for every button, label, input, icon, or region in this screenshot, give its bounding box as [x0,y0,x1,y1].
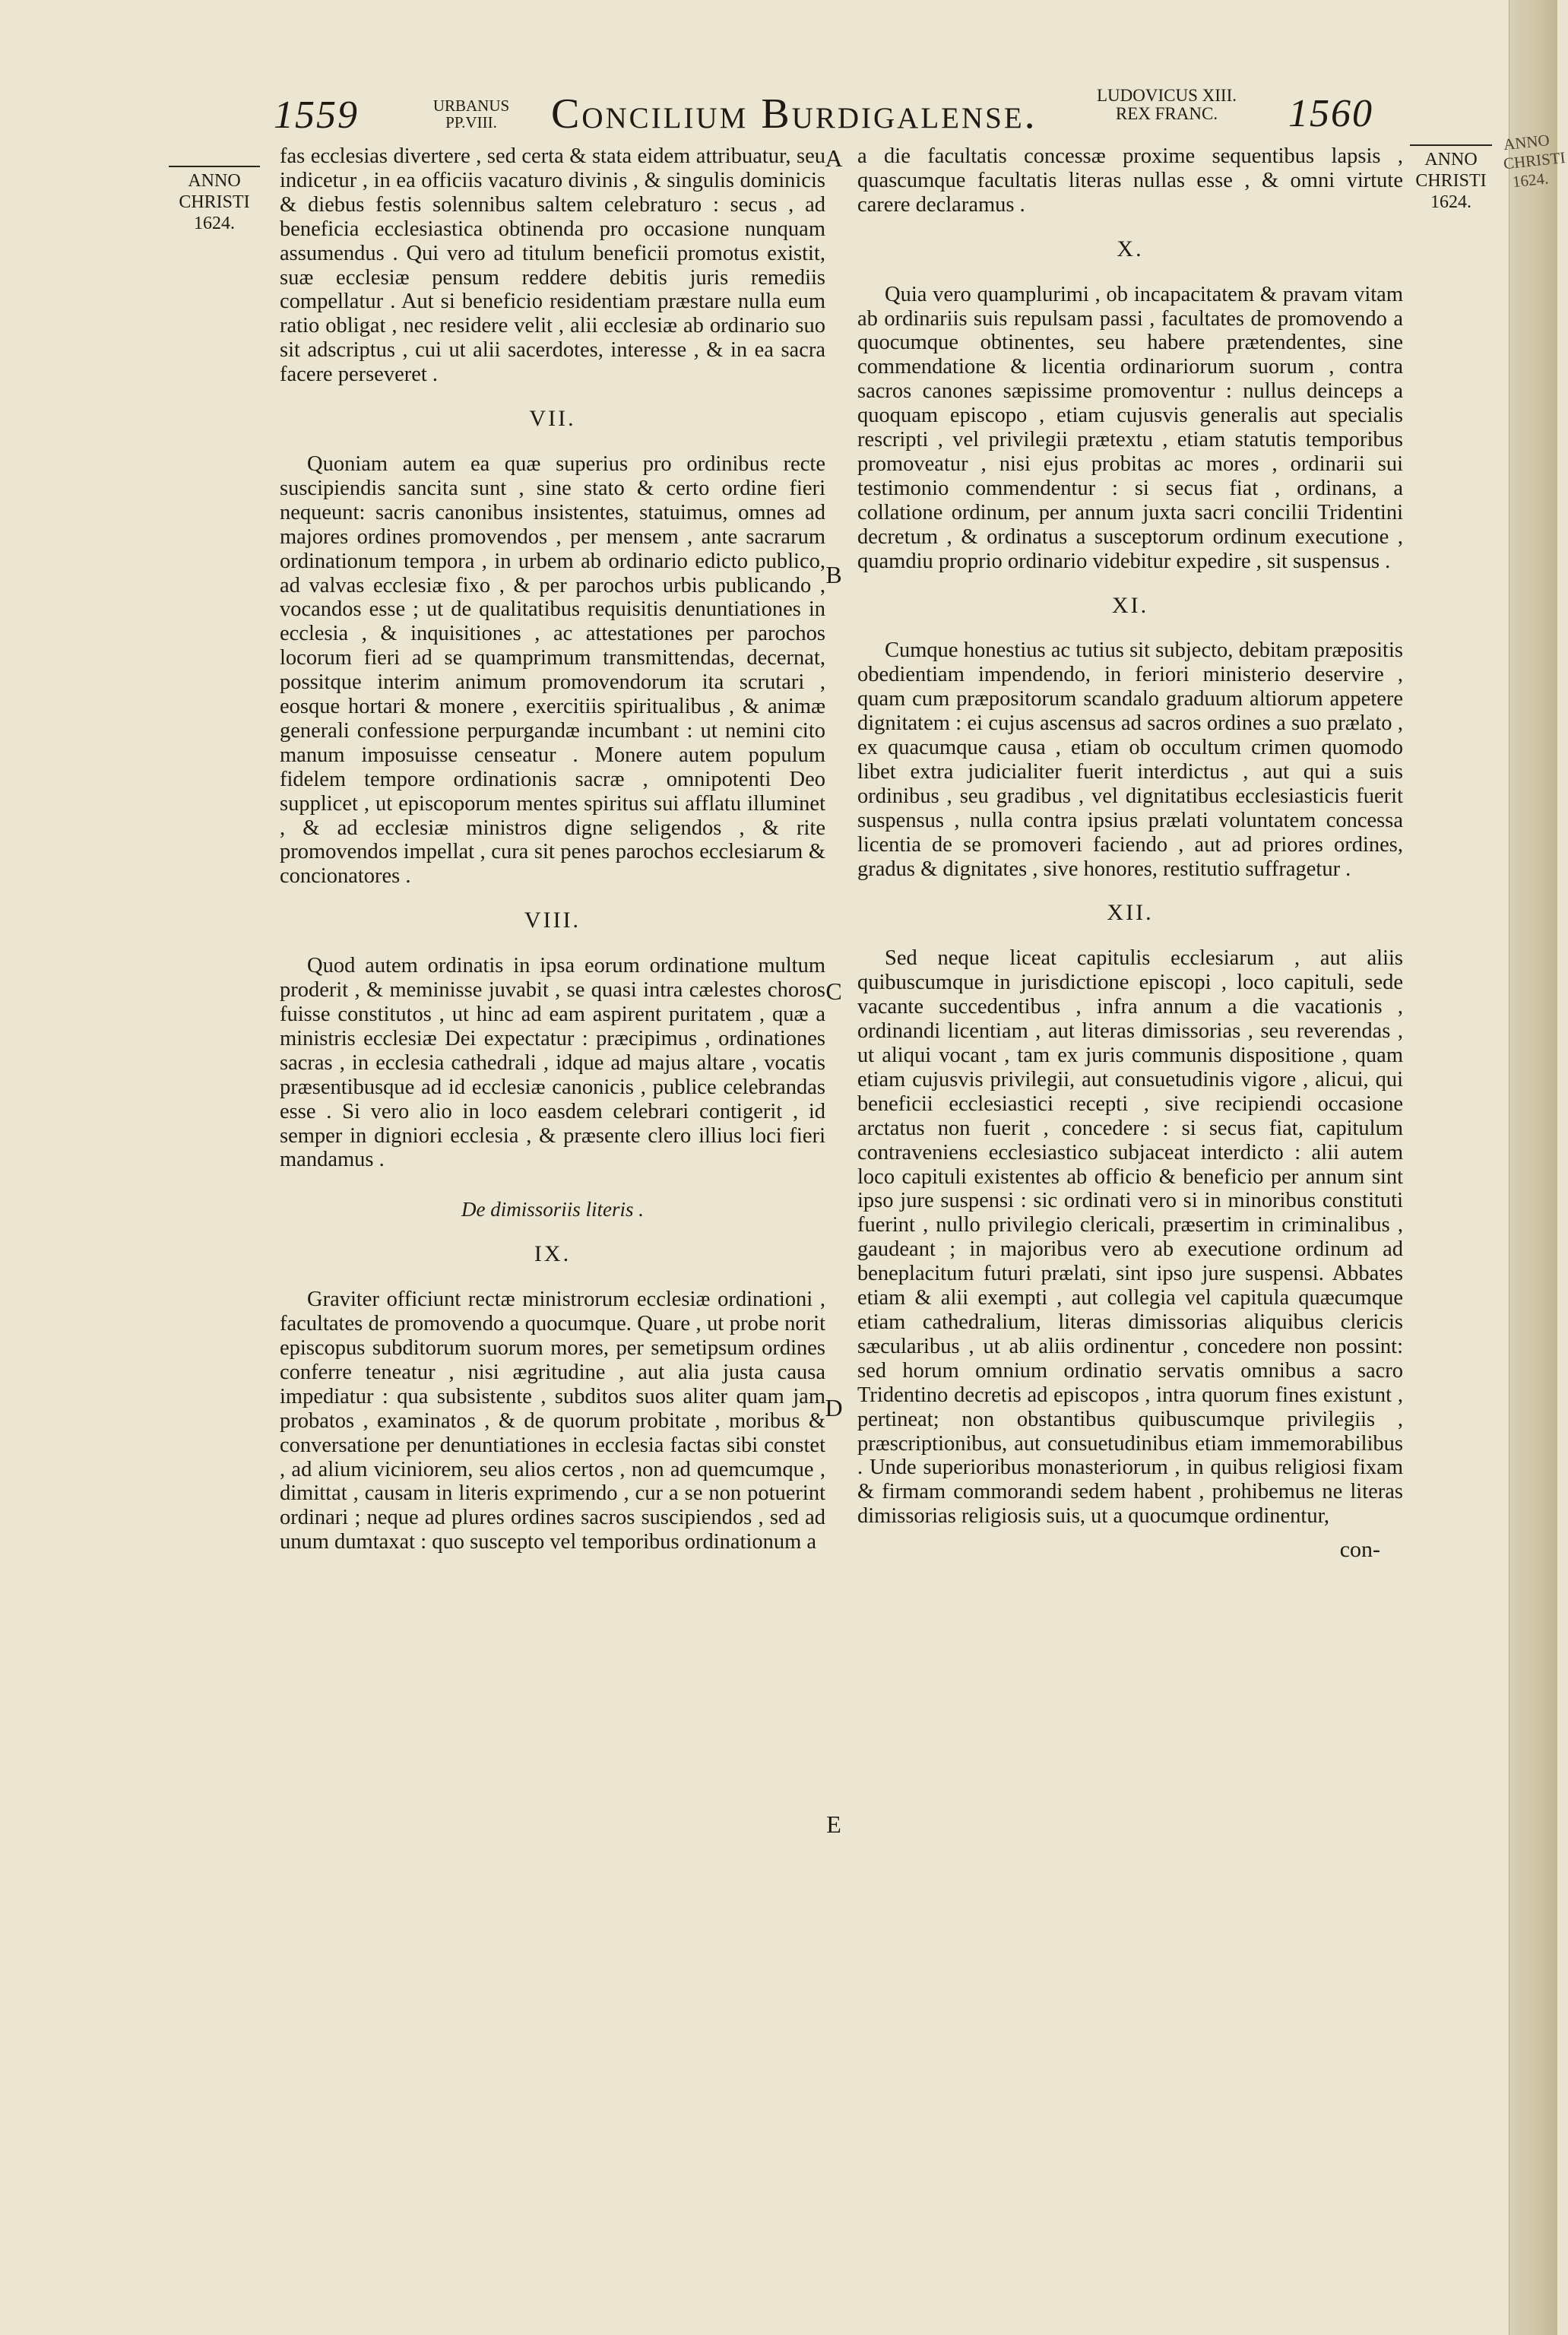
margin-year-left [169,166,260,234]
section-heading-vii: VII. [529,406,576,432]
section-letter-d: D [825,1394,843,1421]
section-vii-text: Quoniam autem ea quæ superius pro ordinibus recte suscipiendis sancita sunt , sine stato & certo ordine fieri nequeunt: sacris canonibus insistentes, statuimus, omnes ad majores ordines promovendos , per mensem , ante sacrarum ordinationum tempora , in urbem ab ordinario edicto publico, ad valvas ecclesiæ fixo , & per parochos urbis publicando , vocandos esse ; ut de qualitatibus requisitis denuntiationes in ecclesia , & inquisitiones , ac attestationes per parochos locorum fieri ad se quamprimum transmittendas, decernat, possitque interim animum promovendorum ita scrutari , eosque hortari & monere , exercitiis spiritualibus , & animæ generali confessione perpurgandæ incumbant : ut nemini cito manum imposuisse censeatur . Monere autem populum fidelem tempore ordinationis sacræ , omnipotenti Deo supplicet , ut episcoporum mentes spiritus sui afflatu illuminet , & ad ecclesiæ ministros digne seligendos , & rite promovendos impellat , cura sit penes parochos ecclesiarum & concionatores . [280,451,825,889]
edge-christi-word: CHRISTI [1502,147,1566,173]
section-heading-xi: XI. [1111,592,1149,618]
margin-year: 1624. [1430,192,1471,212]
margin-christi-word: CHRISTI [1415,171,1487,191]
running-header [274,82,1414,150]
edge-anno-word: ANNO [1502,131,1551,154]
section-letter-e: E [826,1811,841,1838]
margin-rule-left [169,166,260,167]
margin-anno-word: ANNO [1424,150,1478,170]
next-page-margin-note [1500,131,1566,192]
section-viii-text: Quod autem ordinatis in ipsa eorum ordinatione multum proderit , & meminisse juvabit , se quasi intra cælestes choros fuisse constitutos , ut hinc ad eam aspirent puritatem , quæ a ministris ecclesiæ Dei expectatur : præcipimus , ordinationes sacras , in ecclesia cathedrali , idque ad majus altare , vocatis præsentibusque ad id ecclesiæ canonicis , publice celebrandas esse . Si vero alio in loco easdem celebrari contigerit , id semper in digniori ecclesia , & præsente clero illius loci fieri mandamus . [280,954,825,1172]
section-heading-xii: XII. [1107,900,1154,926]
subheading-dimissoriis: De dimissoriis literis . [461,1198,645,1221]
section-ix-text: Graviter officiunt rectæ ministrorum ecclesiæ ordinationi , facultates de promovendo a quocumque. Quare , ut probe norit episcopus subditorum suorum mores, per semetipsum ordines conferre teneatur , nisi ægritudine , aut alia justa causa impediatur : qua subsistente , subditos suos aliter quam jam probatos , examinatos , & de quorum probitate , moribus & conversatione per denuntiationes in ecclesia factas sibi constet , ad alium viciniorem, seu alios certos , non ad quemcumque , dimittat , causam in literis exprimendo , cur a se non potuerint ordinari ; neque ad plures ordines sacros suscipiendos , sed ad unum dumtaxat : quo suscepto vel temporibus ordinationum a [280,1288,825,1554]
next-page-edge [1509,0,1557,2335]
left-intro-paragraph: fas ecclesias divertere , sed certa & stata eidem attribuatur, seu indicetur , in ea officiis vacaturo divinis , & singulis dominicis & diebus festis solennibus saltem celebraturo : secus , ad beneficia ecclesiastica obtinenda pro occasione nunquam assumendus . Qui vero ad titulum beneficii promotus existit, suæ ecclesiæ pensum reddere debitis juris remediis compellatur . Aut si beneficio residentiam præstare nulla eum ratio obligat , nec residere velit , alii ecclesiæ ab ordinario suo sit adscriptus , cui ut alii sacerdotes, interesse , & in ea sacra facere perseveret . [280,144,825,387]
margin-anno-word: ANNO [188,171,241,191]
section-xi-text: Cumque honestius ac tutius sit subjecto, debitam præpositis obedientiam impendendo, in feriori ministerio deservire , quam cum præpositorum scandalo graduum altiorum appetere dignitatem : ei cujus ascensus ad sacros ordines a suo prælato , ex quacumque causa , etiam ob occultum crimen quomodo libet extra judicialiter fuerit interdictus , aut qui a suis ordinibus , seu gradibus , vel dignitatibus ecclesiasticis fuerit suspensus , nulla contra ipsius prælati voluntatem concessa licentia de se promoveri faciendo , aut ad priores ordines, gradus & dignitates , sive honores, restitutio suffragetur . [857,638,1403,881]
catchword: con- [1339,1537,1380,1563]
margin-christi-word: CHRISTI [179,192,250,212]
section-heading-viii: VIII. [524,908,581,933]
pope-name: URBANUS [432,97,510,115]
section-x-text: Quia vero quamplurimi , ob incapacitatem & pravam vitam ab ordinariis suis repulsam passi , facultates de promovendo a quocumque obtinentes, seu habere prætendentes, sine commendatione & licentia ordinariorum suorum , contra sacros canones sæpissime promoventur : nullus deinceps a quoquam episcopo , etiam cujusvis generalis aut specialis rescripti , vel privilegii prætextu , etiam statutis temporibus promoveatur , nisi ejus probitas ac mores , ordinarii sui testimonio commendentur : si secus fiat , ordinans, a collatione ordinum, per annum juxta sacri concilii Tridentini decretum , & ordinatus a susceptorum ordinum executione , quamdiu proprio ordinario videbitur expedire , sit suspensus . [857,282,1403,573]
margin-rule-right [1410,144,1492,146]
section-letter-c: C [825,977,842,1005]
right-column [857,144,1403,1562]
king-label [1079,87,1254,123]
king-title: REX FRANC. [1115,104,1218,123]
left-column [280,144,825,1554]
section-heading-ix: IX. [534,1241,572,1267]
margin-year-right [1410,144,1492,213]
page-number-right: 1560 [1288,92,1373,135]
pope-number: PP.VIII. [445,113,497,131]
pope-label [410,97,532,131]
section-heading-x: X. [1117,236,1144,261]
page-number-left: 1559 [274,93,359,137]
king-name: LUDOVICUS XIII. [1097,86,1237,105]
section-xii-text: Sed neque liceat capitulis ecclesiarum , aut aliis quibuscumque in jurisdictione episcopi , loco capituli, sede vacante succedentibus , infra annum a die vacationis , ordinandi licentiam , aut literas dimissorias , seu reverendas , ut aliqui vocant , tam ex juris communis dispositione , quam etiam cujusvis privilegii, aut consuetudinis vigore , alicui, qui beneficii ecclesiastici recepti , sive recipiendi occasione arctatus non fuerit , concedere : si secus fiat, capitulum contraveniens ecclesiastico subjaceat interdicto : alii autem loco capituli existentes ab officio & beneficio per annum sint ipso jure suspensi : sic ordinati vero si in minoribus constituti fuerint , nullo privilegio clericali, præsertim in criminalibus , gaudeant ; in majoribus vero ab executione ordinum ad beneplacitum futuri prælati, sint ipso jure suspensi. Abbates etiam & alii exempti , aut collegia vel capitula quæcumque etiam cathedralium, literas dimissorias aliquibus clericis sæcularibus , ut ab aliis ordinentur , concedere non possint: sed horum omnium ordinatio servatis omnibus a sacro Tridentino decretis ad episcopos , intra quorum fines existunt , pertineat; non obstantibus quibuscumque privilegiis , præscriptionibus, aut consuetudinibus etiam immemorabilibus . Unde superioribus monasteriorum , in quibus religiosi fixam & firmam commorandi sedem habent , prohibemus ne literas dimissorias religiosis suis, ut a quocumque ordinentur, [857,946,1403,1529]
section-letter-b: B [825,561,842,588]
section-letter-a: A [825,144,843,172]
margin-year: 1624. [194,214,235,233]
right-intro-paragraph: a die facultatis concessæ proxime sequentibus lapsis , quascumque facultatis literas nullas esse , & omni virtute carere declaramus . [857,144,1403,217]
edge-year: 1624. [1511,169,1550,192]
page-title: Concilium Burdigalense. [551,90,1037,138]
